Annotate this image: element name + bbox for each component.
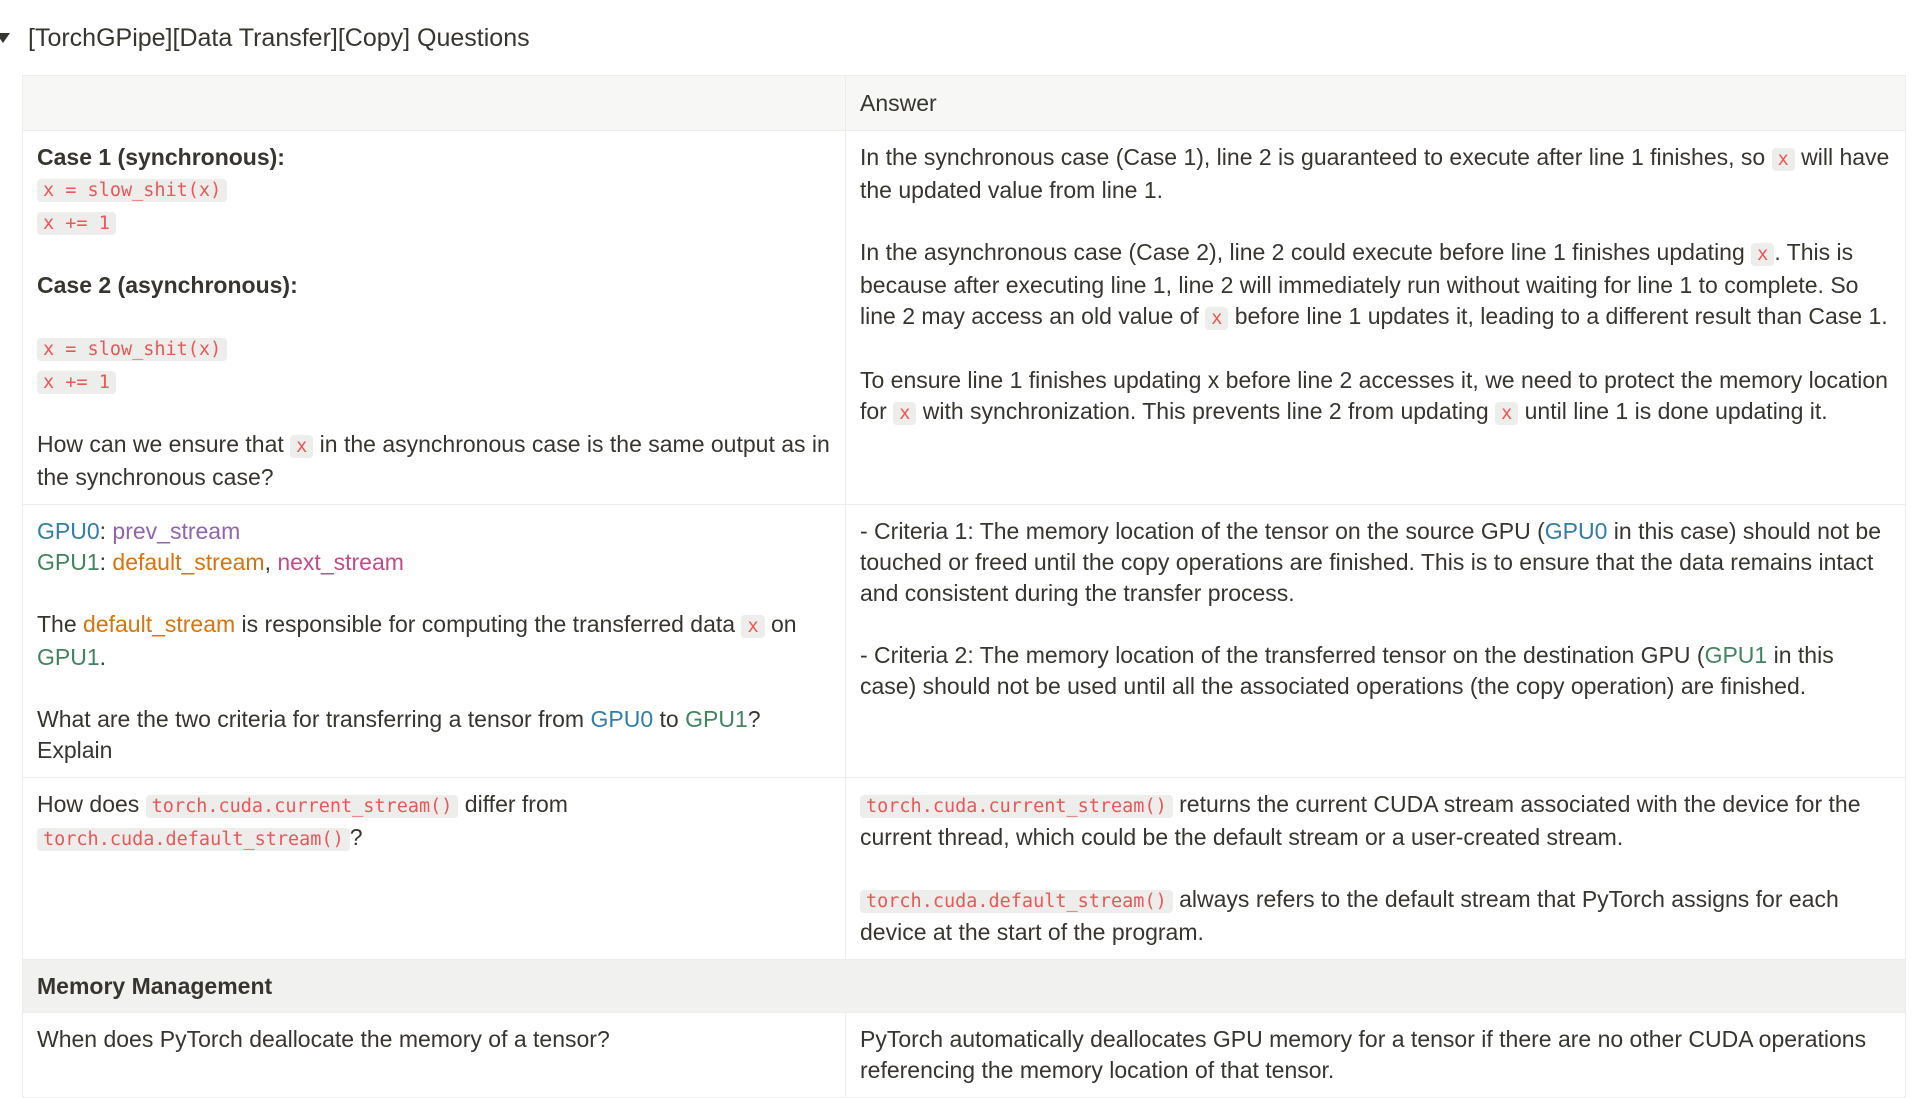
answer-cell[interactable] [846, 131, 1906, 505]
prev-stream-label: prev_stream [112, 518, 241, 544]
answer-cell[interactable]: PyTorch automatically deallocates GPU memory for a tensor if there are no other CUDA operations referencing the memory location of that tensor. [846, 1013, 1906, 1098]
case2-label: Case 2 (asynchronous): [37, 272, 298, 298]
inline-code: x [741, 615, 764, 638]
inline-code: x [1205, 307, 1228, 330]
answer-cell[interactable] [846, 778, 1906, 960]
inline-code: torch.cuda.current_stream() [146, 795, 459, 818]
inline-code: x = slow_shit(x) [37, 179, 227, 202]
question-text: How can we ensure that x in the asynchronous case is the same output as in the synchronous case? [37, 431, 830, 490]
section-title[interactable]: Memory Management [23, 960, 1906, 1013]
inline-code: torch.cuda.default_stream() [860, 890, 1173, 913]
answer-paragraph: torch.cuda.current_stream() returns the current CUDA stream associated with the device for the current thread, which could be the default stream or a user-created stream. [860, 791, 1861, 850]
case1-label: Case 1 (synchronous): [37, 144, 285, 170]
inline-code: torch.cuda.default_stream() [37, 828, 350, 851]
question-text: What are the two criteria for transferring a tensor from GPU0 to GPU1? Explain [37, 706, 761, 763]
answer-paragraph: - Criteria 1: The memory location of the tensor on the source GPU (GPU0 in this case) should not be touched or freed until the copy operations are finished. This is to ensure that the data remains intact and consistent during the transfer process. [860, 518, 1882, 606]
header-cell-answer[interactable]: Answer [846, 76, 1906, 131]
inline-code: x [290, 435, 313, 458]
next-stream-label: next_stream [277, 549, 404, 575]
inline-code: x [1772, 148, 1795, 171]
gpu1-label: GPU1 [37, 549, 100, 575]
question-cell[interactable]: When does PyTorch deallocate the memory of a tensor? [23, 1013, 846, 1098]
qa-table [22, 75, 1906, 1098]
answer-paragraph: In the synchronous case (Case 1), line 2 is guaranteed to execute after line 1 finishes, so x will have the updated value from line 1. [860, 144, 1890, 203]
table-header-row [23, 76, 1906, 131]
toggle-title[interactable]: [TorchGPipe][Data Transfer][Copy] Questions [28, 23, 530, 52]
table-row [23, 778, 1906, 960]
inline-code: x += 1 [37, 212, 116, 235]
inline-code: x = slow_shit(x) [37, 338, 227, 361]
question-text: How does torch.cuda.current_stream() differ from torch.cuda.default_stream() ? [37, 791, 568, 850]
inline-code: x [893, 402, 916, 425]
section-row [23, 960, 1906, 1013]
table-row [23, 1013, 1906, 1098]
default-stream-label: default_stream [112, 549, 265, 575]
inline-code: torch.cuda.current_stream() [860, 795, 1173, 818]
table-row [23, 131, 1906, 505]
inline-code: x [1495, 402, 1518, 425]
answer-paragraph: In the asynchronous case (Case 2), line 2 could execute before line 1 finishes updating x . This is because after executing line 1, line 2 will immediately run without waiting for line 1 to complete. So line 2 may access an old value of x before line 1 updates it, leading to a different result than Case 1. [860, 239, 1888, 329]
answer-paragraph: - Criteria 2: The memory location of the transferred tensor on the destination GPU (GPU1 in this case) should not be used until all the associated operations (the copy operation) are finished. [860, 642, 1834, 699]
question-cell[interactable]: GPU0: prev_stream GPU1: default_stream, next_stream The default_stream is responsible for computing the transferred data x on GPU1. What are the two criteria for transferring a tensor from GPU0 to GPU1? Explain [23, 505, 846, 778]
header-cell-question[interactable] [23, 76, 846, 131]
answer-paragraph: To ensure line 1 finishes updating x before line 2 accesses it, we need to protect the memory location for x with synchronization. This prevents line 2 from updating x until line 1 is done updating it. [860, 367, 1888, 424]
answer-cell[interactable] [846, 505, 1906, 778]
table-row [23, 505, 1906, 778]
answer-paragraph: torch.cuda.default_stream() always refers to the default stream that PyTorch assigns for each device at the start of the program. [860, 886, 1839, 945]
question-cell[interactable] [23, 131, 846, 505]
toggle-triangle-icon[interactable] [0, 33, 10, 43]
question-text: The default_stream is responsible for computing the transferred data x on GPU1. [37, 611, 797, 670]
inline-code: x += 1 [37, 371, 116, 394]
gpu0-label: GPU0 [37, 518, 100, 544]
question-cell[interactable] [23, 778, 846, 960]
inline-code: x [1751, 243, 1774, 266]
toggle-block-header[interactable] [0, 20, 530, 56]
